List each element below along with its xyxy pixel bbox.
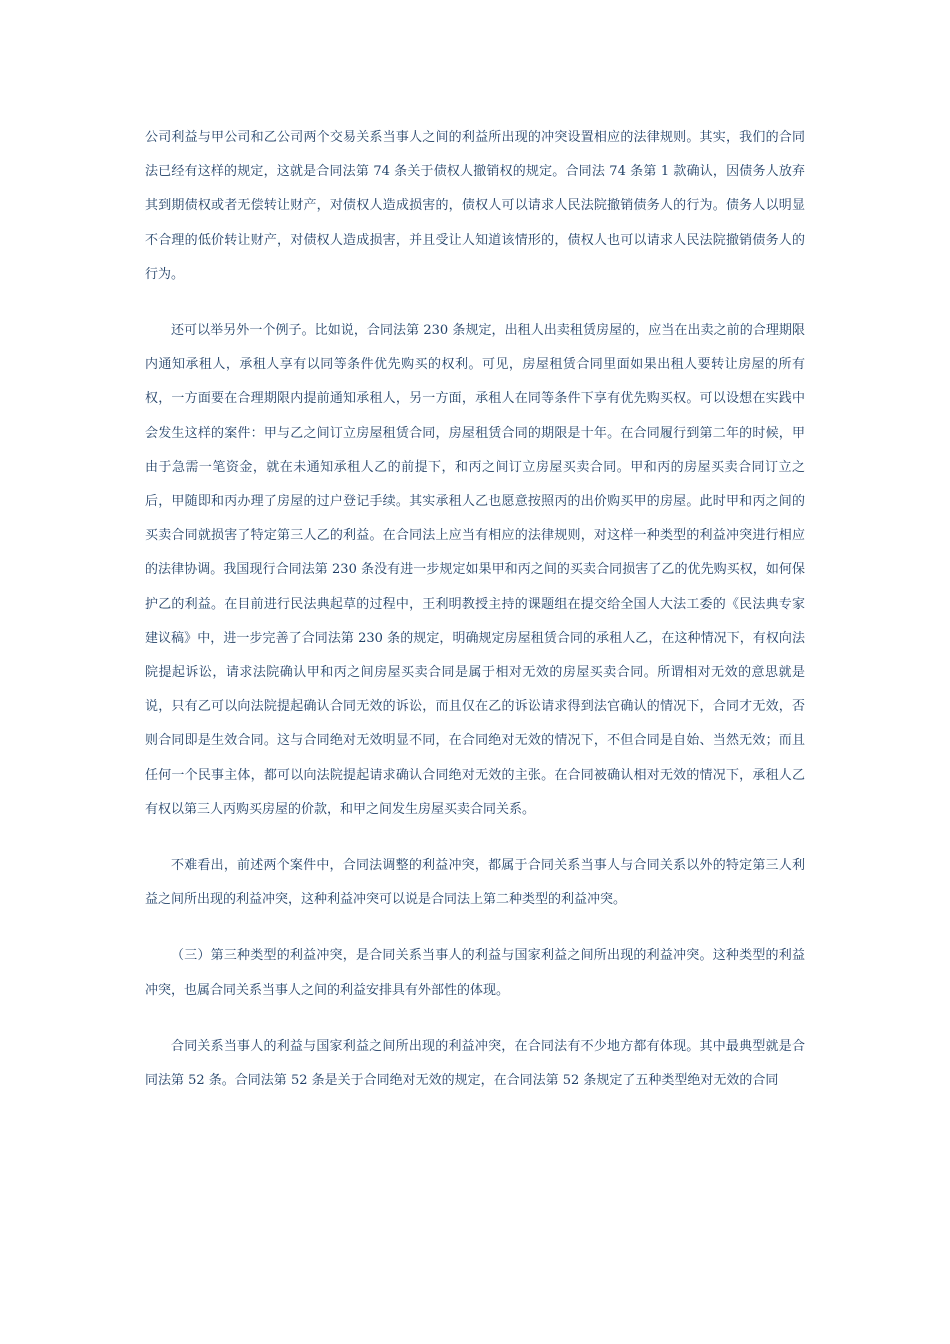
paragraph-3: 不难看出，前述两个案件中，合同法调整的利益冲突，都属于合同关系当事人与合同关系以外的特定第三人利益之间所出现的利益冲突，这种利益冲突可以说是合同法上第二种类型的利益冲突。 bbox=[145, 858, 805, 908]
paragraph-5: 合同关系当事人的利益与国家利益之间所出现的利益冲突，在合同法有不少地方都有体现。其中最典型就是合同法第 52 条。合同法第 52 条是关于合同绝对无效的规定，在合同法第 52 条规定了五种类型绝对无效的合同 bbox=[145, 1038, 805, 1089]
paragraph-1: 公司利益与甲公司和乙公司两个交易关系当事人之间的利益所出现的冲突设置相应的法律规则。其实，我们的合同法已经有这样的规定，这就是合同法第 74 条关于债权人撤销权的规定。合同法 74 条第 1 款确认，因债务人放弃其到期债权或者无偿转让财产，对债权人造成损害的，债权人可以请求人民法院撤销债务人的行为。债务人以明显不合理的低价转让财产，对债权人造成损害，并且受让人知道该情形的，债权人也可以请求人民法院撤销债务人的行为。 bbox=[145, 130, 805, 282]
paragraph-2: 还可以举另外一个例子。比如说，合同法第 230 条规定，出租人出卖租赁房屋的，应当在出卖之前的合理期限内通知承租人，承租人享有以同等条件优先购买的权利。可见，房屋租赁合同里面如果出租人要转让房屋的所有权，一方面要在合理期限内提前通知承租人，另一方面，承租人在同等条件下享有优先购买权。可以设想在实践中会发生这样的案件：甲与乙之间订立房屋租赁合同，房屋租赁合同的期限是十年。在合同履行到第二年的时候，甲由于急需一笔资金，就在未通知承租人乙的前提下，和丙之间订立房屋买卖合同。甲和丙的房屋买卖合同订立之后，甲随即和丙办理了房屋的过户登记手续。其实承租人乙也愿意按照丙的出价购买甲的房屋。此时甲和丙之间的买卖合同就损害了特定第三人乙的利益。在合同法上应当有相应的法律规则，对这样一种类型的利益冲突进行相应的法律协调。我国现行合同法第 230 条没有进一步规定如果甲和丙之间的买卖合同损害了乙的优先购买权，如何保护乙的利益。在目前进行民法典起草的过程中，王利明教授主持的课题组在提交给全国人大法工委的《民法典专家建议稿》中，进一步完善了合同法第 230 条的规定，明确规定房屋租赁合同的承租人乙，在这种情况下，有权向法院提起诉讼，请求法院确认甲和丙之间房屋买卖合同是属于相对无效的房屋买卖合同。所谓相对无效的意思就是说，只有乙可以向法院提起确认合同无效的诉讼，而且仅在乙的诉讼请求得到法官确认的情况下，合同才无效，否则合同即是生效合同。这与合同绝对无效明显不同，在合同绝对无效的情况下，不但合同是自始、当然无效；而且任何一个民事主体，都可以向法院提起请求确认合同绝对无效的主张。在合同被确认相对无效的情况下，承租人乙有权以第三人丙购买房屋的价款，和甲之间发生房屋买卖合同关系。 bbox=[145, 323, 805, 817]
paragraph-4: （三）第三种类型的利益冲突，是合同关系当事人的利益与国家利益之间所出现的利益冲突。这种类型的利益冲突，也属合同关系当事人之间的利益安排具有外部性的体现。 bbox=[145, 948, 805, 998]
page-bottom-margin bbox=[0, 1196, 950, 1344]
document-body bbox=[145, 121, 805, 1120]
